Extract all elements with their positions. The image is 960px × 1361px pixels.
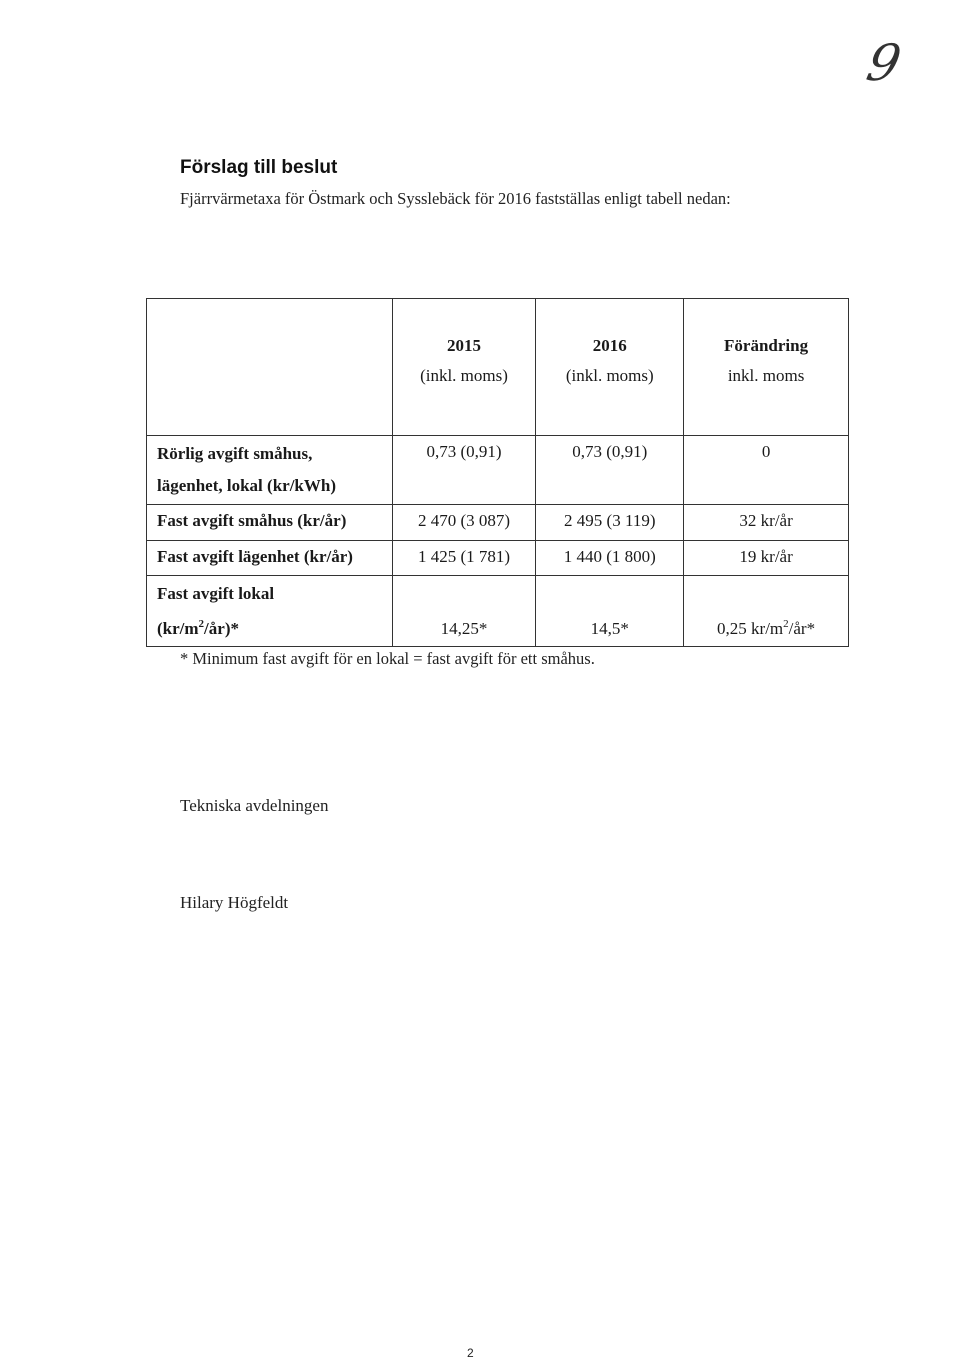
handwritten-page-mark: 9 [861, 34, 906, 92]
row-label-line: Rörlig avgift småhus, [157, 444, 313, 463]
row-label-unit [157, 609, 392, 644]
cell-2015: 14,25* [392, 576, 536, 647]
signer-name: Hilary Högfeldt [180, 893, 289, 912]
header-sub: (inkl. moms) [565, 366, 654, 385]
department-name: Tekniska avdelningen [180, 796, 329, 815]
section-heading: Förslag till beslut [180, 157, 338, 178]
cell-change: 19 kr/år [684, 541, 849, 576]
header-change [684, 299, 849, 436]
change-superscript: 2 [783, 618, 789, 630]
unit-text: /år)* [204, 619, 239, 638]
row-label: Fast avgift lägenhet (kr/år) [147, 541, 393, 576]
header-sub: inkl. moms [727, 366, 805, 385]
table-row [147, 436, 849, 505]
change-text: 0,25 kr/m [717, 619, 784, 638]
header-empty-cell [147, 299, 393, 436]
table-row [147, 541, 849, 576]
row-label [147, 436, 393, 505]
page-number: 2 [467, 1346, 474, 1360]
header-year: 2015 [447, 336, 481, 355]
change-text: /år* [788, 619, 816, 638]
footnote: * Minimum fast avgift för en lokal = fast avgift för ett småhus. [180, 649, 595, 668]
unit-superscript: 2 [198, 618, 205, 630]
row-label [147, 576, 393, 647]
cell-2015: 0,73 (0,91) [392, 436, 536, 505]
header-sub: (inkl. moms) [420, 366, 508, 385]
cell-2015: 1 425 (1 781) [392, 541, 536, 576]
intro-text: Fjärrvärmetaxa för Östmark och Sysslebäck för 2016 fastställas enligt tabell nedan: [180, 189, 731, 208]
header-year: 2016 [592, 336, 627, 355]
row-label-line: lägenhet, lokal (kr/kWh) [157, 476, 336, 495]
cell-2015: 2 470 (3 087) [392, 505, 536, 541]
cell-2016: 2 495 (3 119) [536, 505, 684, 541]
cell-change: 0 [684, 436, 849, 505]
unit-text: (kr/m [157, 619, 199, 638]
row-label-line: Fast avgift lokal [157, 584, 275, 603]
header-2015 [392, 299, 536, 436]
header-2016 [536, 299, 684, 436]
header-year: Förändring [724, 336, 809, 355]
table-row [147, 576, 849, 647]
cell-change: 32 kr/år [684, 505, 849, 541]
row-label: Fast avgift småhus (kr/år) [147, 505, 393, 541]
table-row [147, 505, 849, 541]
cell-2016: 14,5* [536, 576, 684, 647]
cell-2016: 1 440 (1 800) [536, 541, 684, 576]
cell-2016: 0,73 (0,91) [536, 436, 684, 505]
table-header-row [147, 299, 849, 436]
cell-change [684, 576, 849, 647]
tariff-table [146, 298, 849, 647]
